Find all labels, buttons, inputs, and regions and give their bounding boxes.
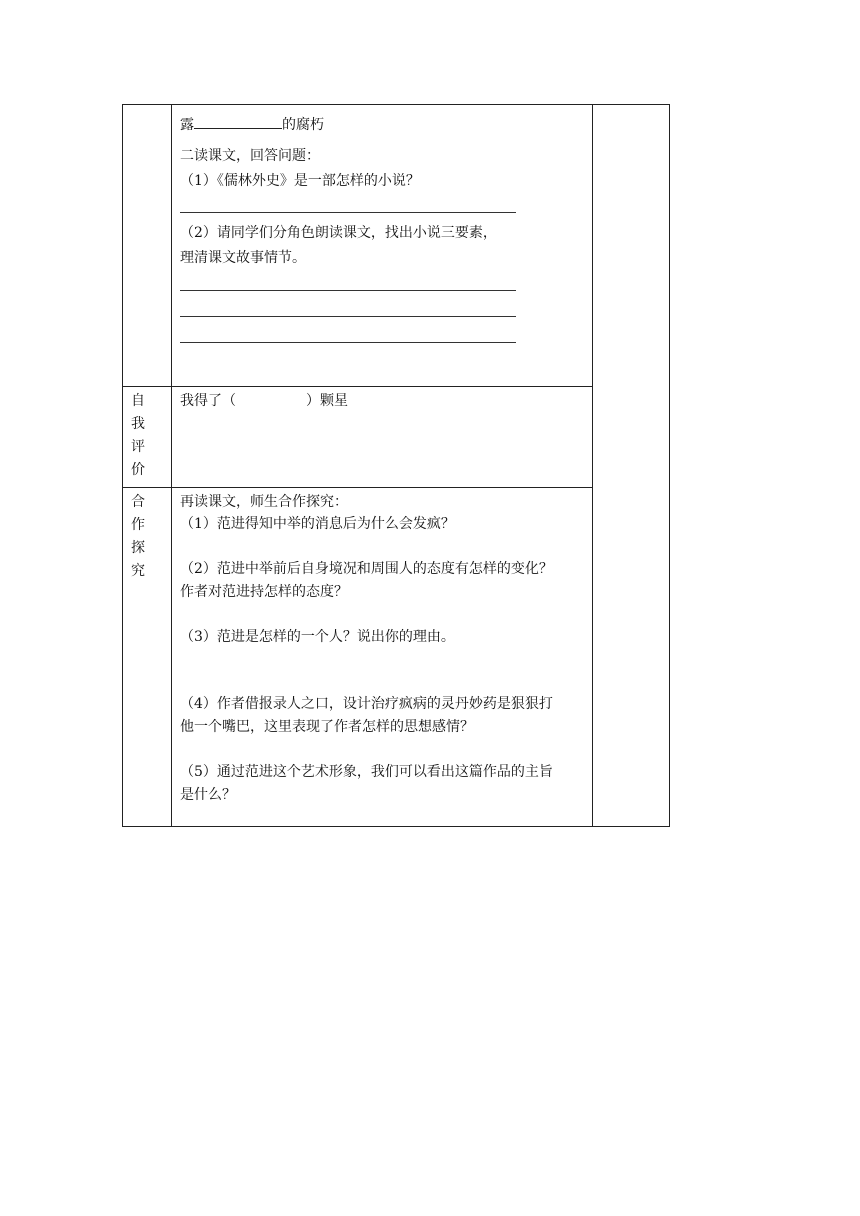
- table-border-bottom: [122, 826, 670, 827]
- answer-line-1[interactable]: [180, 212, 516, 213]
- coop-intro: 再读课文，师生合作探究：: [180, 494, 348, 510]
- reveal-suffix: 的腐朽: [282, 117, 324, 133]
- answer-line-2[interactable]: [180, 290, 516, 291]
- self-eval-label-char: 评: [131, 439, 145, 455]
- column-divider-1: [171, 104, 172, 827]
- question-1-rulin: （1）《儒林外史》是一部怎样的小说？: [180, 173, 420, 189]
- row-divider-2: [122, 487, 593, 488]
- self-eval-label-char: 自: [131, 393, 145, 409]
- table-border-top: [122, 104, 670, 105]
- star-count-suffix: ）颗星: [306, 393, 348, 409]
- coop-question-2-line-2: 作者对范进持怎样的态度？: [180, 584, 348, 600]
- answer-line-3[interactable]: [180, 316, 516, 317]
- coop-question-5-line-2: 是什么？: [180, 787, 236, 803]
- question-2-line-1: （2）请同学们分角色朗读课文，找出小说三要素，: [180, 225, 497, 241]
- fill-in-blank[interactable]: [194, 116, 282, 129]
- coop-label-char: 合: [131, 494, 145, 510]
- column-divider-2: [592, 104, 593, 827]
- row-divider-1: [122, 386, 593, 387]
- coop-question-5-line-1: （5）通过范进这个艺术形象，我们可以看出这篇作品的主旨: [180, 764, 553, 780]
- coop-question-1: （1）范进得知中举的消息后为什么会发疯？: [180, 516, 455, 532]
- question-2-line-2: 理清课文故事情节。: [180, 250, 306, 266]
- answer-line-4[interactable]: [180, 342, 516, 343]
- self-eval-label-char: 价: [131, 462, 145, 478]
- star-count-line: [180, 393, 348, 409]
- coop-question-3: （3）范进是怎样的一个人？说出你的理由。: [180, 629, 455, 645]
- self-eval-label-char: 我: [131, 416, 145, 432]
- star-count-prefix: 我得了（: [180, 393, 236, 409]
- table-border-right: [669, 104, 670, 827]
- coop-label-char: 探: [131, 540, 145, 556]
- table-border-left: [122, 104, 123, 827]
- reveal-prefix: 露: [180, 117, 194, 133]
- coop-question-2-line-1: （2）范进中举前后自身境况和周围人的态度有怎样的变化？: [180, 561, 553, 577]
- coop-label-char: 作: [131, 517, 145, 533]
- coop-question-4-line-1: （4）作者借报录人之口，设计治疗疯病的灵丹妙药是狠狠打: [180, 696, 553, 712]
- coop-question-4-line-2: 他一个嘴巴，这里表现了作者怎样的思想感情？: [180, 719, 474, 735]
- reveal-decay-line: [180, 116, 324, 133]
- coop-label-char: 究: [131, 563, 145, 579]
- section-title-second-reading: 二读课文，回答问题：: [180, 148, 320, 164]
